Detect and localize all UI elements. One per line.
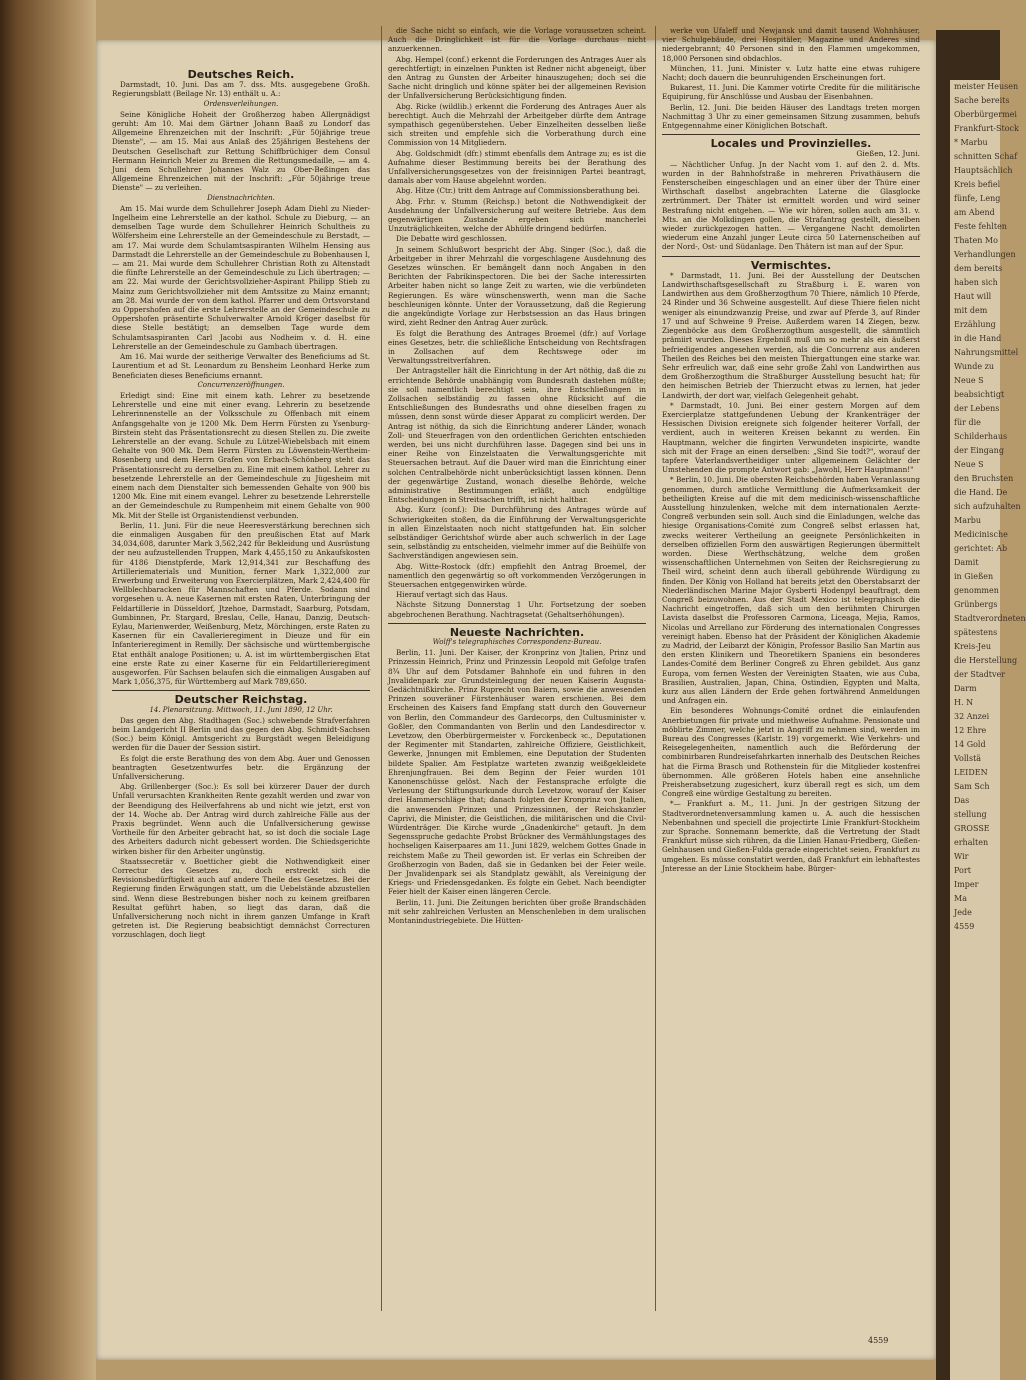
facing-page-fragment: haben sich — [954, 278, 998, 287]
facing-page-fragment: genommen — [954, 586, 999, 595]
article-paragraph: Jn seinem Schlußwort bespricht der Abg. Singer (Soc.), daß die Arbeitgeber in ihrer Mehrzahl die vorgeschlagene Ausdehnung des Gesetzes wünschen. Er bemängelt dann noch Angaben in den Berichten der Fabrikinspectoren. Die bei der Sache interessirten Arbeiter haben nicht so lange Zeit zu warten, wie die verbündeten Regierungen. Es wäre wünschenswerth, wenn man die Sache beschleunigen könnte. Unter der Voraussetzung, daß die Regierung die angekündigte Vorlage zur Herbstsession an das Haus bringen wird, zieht Redner den Antrag Auer zurück. — [388, 244, 646, 328]
facing-page-fragment: Wunde zu — [954, 362, 994, 371]
facing-page-fragment: 32 Anzei — [954, 712, 990, 721]
facing-page-fragment: GROSSE — [954, 824, 990, 833]
facing-page-fragment: der Stadtver — [954, 670, 1006, 679]
article-paragraph: Abg. Goldschmidt (dfr.) stimmt ebenfalls dem Antrage zu; es ist die Aufnahme dieser Bestimmung bereits bei der Berathung des Unfallversicherungsgesetzes von der freisinnigen Partei beantragt, damals aber vom Hause abgelehnt worden. — [388, 148, 646, 186]
facing-page-fragment: Darm — [954, 684, 977, 693]
article-paragraph: Am 16. Mai wurde der seitherige Verwalter des Beneficiums ad St. Laurentium et ad St. Leonardum zu Bensheim Leonhard Herke zum Beneficiaten dieses Beneficiums ernannt. — [112, 352, 370, 380]
facing-page-fragment: Ma — [954, 894, 967, 903]
facing-page-fragment: Neue S — [954, 376, 984, 385]
facing-page-fragment: 14 Gold — [954, 740, 986, 749]
facing-page-fragment: Erzählung — [954, 320, 996, 329]
facing-page-fragment: H. N — [954, 698, 974, 707]
facing-page-fragment: Verhandlungen — [954, 250, 1016, 259]
column-3 — [662, 26, 920, 1311]
article-paragraph: Abg. Frhr. v. Stumm (Reichsp.) betont die Nothwendigkeit der Ausdehnung der Unfallversicherung auf weitere Betriebe. Aus dem gegenwärtigen Zustande ergeben sich mancherlei Unzuträglichkeiten, welche der Abhülfe dringend bedürfen. — [388, 196, 646, 234]
section-rule — [662, 134, 920, 135]
facing-page-fragment: mit dem — [954, 306, 988, 315]
article-paragraph: Abg. Ricke (wildlib.) erkennt die Forderung des Antrages Auer als berechtigt. Auch die Mehrzahl der Arbeitgeber dürfte dem Antrage sympathisch gegenüberstehen. Ueber Einzelheiten desselben ließe sich streiten und empfehle sich die Vorberathung durch eine Commission von 14 Mitgliedern. — [388, 101, 646, 148]
article-paragraph: * Darmstadt, 11. Juni. Bei der Ausstellung der Deutschen Landwirthschaftsgesellschaft zu Straßburg i. E. waren von Landwirthen aus dem Großherzogthum 70 Thiere, nämlich 10 Pferde, 24 Rinder und 36 Schweine ausgestellt. Auf diese Thiere fielen nicht weniger als einundzwanzig Preise, und zwar auf Pferde 3, auf Rinder 17 und auf Schweine 9 Preise. Außerdem waren 14 Ziegen, bezw. Ziegenböcke aus dem Großherzogthum ausgestellt, die sämmtlich prämiirt wurden. Dieses Ergebniß muß um so mehr als ein äußerst befriedigendes angesehen werden, als die Concurrenz aus anderen Theilen des Reiches bei den meisten Thiergattungen eine starke war. Sehr erfreulich war, daß eine sehr große Zahl von Landwirthen aus dem Großherzogthum die Straßburger Ausstellung besucht hat; für den heimischen Betrieb der Thierzucht etwas zu lernen, hat jeder Landwirth, der dort war, vielfach Gelegenheit gehabt. — [662, 270, 920, 400]
facing-page-fragment: LEIDEN — [954, 768, 988, 777]
facing-page-fragment: Marbu — [954, 516, 982, 525]
article-paragraph: München, 11. Juni. Minister v. Lutz hatte eine etwas ruhigere Nacht; doch dauern die beunruhigenden Erscheinungen fort. — [662, 63, 920, 83]
facing-page-fragment: Frankfurt-Stock — [954, 124, 1019, 133]
column-divider — [655, 26, 656, 1311]
facing-page-fragment: fünfe, Leng — [954, 194, 1001, 203]
facing-page-fragment: gerichtet: Ab — [954, 544, 1008, 553]
article-paragraph: * Darmstadt, 10. Juni. Bei einer gestern Morgen auf dem Exercierplatze stattgefundenen Uebung der Krankenträger der Hessischen Division ereignete sich folgender heiterer Vorfall, der verdient, auch in weiteren Kreisen bekannt zu werden. Ein Hauptmann, welcher die fingirten Verwundeten inspicirte, wandte sich mit der Frage an einen derselben: „Sind Sie todt?", worauf der tapfere Vaterlandsvertheidiger unter allgemeinem Gelächter der Umstehenden die prompte Antwort gab: „Jawohl, Herr Hauptmann!" — [662, 400, 920, 475]
article-paragraph: Abg. Kurz (conf.): Die Durchführung des Antrages würde auf Schwierigkeiten stoßen, da die Einführung der Verwaltungsgerichte in allen Einzelstaaten noch nicht stattgefunden hat. Ein solcher selbständiger Gerichtshof würde aber auch schwerlich in der Lage sein, selbständig zu entscheiden, vielmehr immer auf die Beihülfe von Sachverständigen angewiesen sein. — [388, 505, 646, 561]
facing-page-fragment: Neue S — [954, 460, 984, 469]
article-paragraph: Die Debatte wird geschlossen. — [396, 234, 507, 244]
article-paragraph: Es folgt die Berathung des Antrages Broemel (dfr.) auf Vorlage eines Gesetzes, betr. die schließliche Entscheidung von Rechtsfragen in Zollsachen auf dem Rechtswege oder im Verwaltungsstreitverfahren. — [388, 328, 646, 366]
heading-locales: Locales und Provinzielles. — [710, 137, 872, 151]
section-rule — [662, 256, 920, 257]
facing-page-fragment: die Hand. De — [954, 488, 1008, 497]
facing-page-fragment: Nahrungsmittel — [954, 348, 1019, 357]
article-paragraph: Erledigt sind: Eine mit einem kath. Lehrer zu besetzende Lehrerstelle und eine mit einer evang. Lehrerin zu besetzende Lehrerinnenstelle an der Volksschule zu Offenbach mit einem Anfangsgehalte von je 1200 Mk. Dem Herrn Fürsten zu Ysenburg-Birstein steht das Präsentationsrecht zu diesen Stellen zu. Die zweite Lehrerstelle an der evang. Schule zu Lützel-Wiebelsbach mit einem Gehalte von 900 Mk. Dem Herrn Fürsten zu Löwenstein-Wertheim-Rosenberg und dem Herrn Grafen von Erbach-Schönberg steht das Präsentationsrecht zu derselben zu. Eine mit einem kathol. Lehrer zu besetzende Lehrerstelle an der Gemeindeschule zu Jügesheim mit einem nach dem Dienstalter sich bemessenden Gehalte von 900 bis 1200 Mk. Eine mit einem evangel. Lehrer zu besetzende Lehrerstelle an der Gemeindeschule zu Rumpenheim mit einem Gehalte von 900 Mk. Mit der Stelle ist Organistendienst verbunden. — [112, 390, 370, 520]
section-rule — [388, 623, 646, 624]
facing-page-fragment: in die Hand — [954, 334, 1002, 343]
section-label: Dienstnachrichten. — [207, 193, 275, 202]
facing-page-fragment: Jede — [954, 908, 972, 917]
article-paragraph: Es folgt die erste Berathung des von dem Abg. Auer und Genossen beantragten Gesetzentwurfes betr. die Ergänzung der Unfallversicherung. — [112, 753, 370, 782]
facing-page-fragment: * Marbu — [954, 138, 988, 147]
facing-page-fragment: Port — [954, 866, 971, 875]
dateline: Gießen, 12. Juni. — [856, 149, 920, 159]
article-paragraph: Berlin, 11. Juni. Der Kaiser, der Kronprinz von Jtalien, Prinz und Prinzessin Heinrich, Prinz und Prinzessin Leopold mit Gefolge trafen 8¾ Uhr auf dem Potsdamer Bahnhofe ein und fuhren in den Jnvalidenpark zur Grundsteinlegung der neuen Kaiserin Augusta-Gedächtnißkirche. Prinz Ruprecht von Baiern, sowie die anwesenden Prinzen souveräner Fürstenhäuser waren erschienen. Bei dem Erscheinen des Kaisers fand Empfang statt durch den Gouverneur von Berlin, den Commandeur des Gardecorps, den Cultusminister v. Goßler, den Commandanten von Berlin und den Landesdirector v. Levetzow, den Oberbürgermeister v. Forckenbeck ꝛc., Deputationen der Regimenter mit Standarten, zahlreiche Offiziere, Geistlichkeit, Gewerke, Jnnungen mit Emblemen, eine Deputation der Studenten bildete Spalier. Am Festplatze warteten zwanzig weißgekleidete Ehrenjungfrauen. Bei dem Beginn der Feier wurden 101 Kanonenschüsse gelöst. Nach der Festansprache erfolgte die Verlesung der Stiftungsurkunde durch Levetzow, worauf der Kaiser drei Hammerschläge that; danach folgten der Kronprinz von Jtalien, die anwesenden Prinzen und Prinzessinnen, der Reichskanzler Caprivi, die Minister, die Geistlichen, die militärischen und die Civil-Würdenträger. Die Kirche wurde „Gnadenkirche" getauft. Jn dem Segensspruche gedachte Probst Brückner des Vermählungstages des hochseligen Kaiserpaares am 11. Juni 1829, welchem Gottes Gnade in reichstem Maße zu Theil geworden ist. Er verlas ein Schreiben der Großherzogin von Baden, daß sie in Gedanken bei der Feier weile. Der Jnvalidenpark sei als Standplatz gewählt, als Vereinigung der Kriegs- und Friedensgedanken. Es folgte ein Gebet. Nach beendigter Feier hielt der Kaiser einen längeren Cercle. — [388, 648, 646, 897]
article-paragraph: Berlin, 11. Juni. Für die neue Heeresverstärkung berechnen sich die einmaligen Ausgaben für den preußischen Etat auf Mark 34,034,608, darunter Mark 3,562,242 für Bekleidung und Ausrüstung der neu aufzustellenden Truppen, Mark 4,455,150 zu Ankaufskosten für 4186 Dienstpferde, Mark 12,914,341 zur Beschaffung des Artilleriematerials und Munition, ferner Mark 1,322,000 zur Erwerbung und Erweiterung von Exercierplätzen, Mark 2,424,400 für Wellblechbaracken für Mannschaften und Pferde. Sodann sind vorgesehen u. A. neue Kasernen mit ersten Raten, Unterbringung der Feldartillerie in Düsseldorf, Jtzehoe, Darmstadt, Saarburg, Potsdam, Gumbinnen, Pr. Stargard, Breslau, Celle, Hanau, Danzig, Deutsch-Eylau, Marienwerder, Weißenburg, Metz, Mörchingen, erste Raten zu Kasernen für ein Cavallerieregiment in Dieuze und für ein Infanterieregiment in Remilly. Der sächsische und württembergische Etat enthält analoge Positionen; u. A. ist im württembergischen Etat eine erste Rate zu einer Kaserne für ein Feldartillerieregiment ausgeworfen. Für Sachsen belaufen sich die einmaligen Ausgaben auf Mark 1,056,375, für Württemberg auf Mark 789,650. — [112, 520, 370, 687]
facing-page-fragment: die Herstellung — [954, 656, 1018, 665]
facing-page-fragment: der Lebens — [954, 404, 1000, 413]
heading-neueste-nachrichten: Neueste Nachrichten. — [449, 625, 585, 639]
article-paragraph: Darmstadt, 10. Juni. Das am 7. dss. Mts. ausgegebene Großh. Regierungsblatt (Beilage Nr. 13) enthält u. A.: — [112, 80, 370, 99]
facing-page-fragment: meister Heusen — [954, 82, 1019, 91]
facing-page-fragment: Oberbürgermei — [954, 110, 1017, 119]
facing-page-fragment: erhalten — [954, 838, 989, 847]
facing-page-fragment: den Bruchsten — [954, 474, 1014, 483]
article-paragraph: werke von Ufaleff und Newjansk und damit tausend Wohnhäuser, vier Schulgebäude, drei Hospitäler, Magazine und Anderes sind niedergebrannt; 40 Personen sind in den Flammen umgekommen, 18,000 Personen sind obdachlos. — [662, 26, 920, 63]
column-2 — [388, 26, 646, 1311]
book-spine — [0, 0, 96, 1380]
facing-page-fragment: beabsichtigt — [954, 390, 1005, 399]
facing-page-fragment: Damit — [954, 558, 979, 567]
facing-page-fragment: der Eingang — [954, 446, 1004, 455]
facing-page-fragment: Vollstä — [954, 754, 982, 763]
facing-page-fragment: Imper — [954, 880, 979, 889]
facing-page-fragment: am Abend — [954, 208, 995, 217]
article-paragraph: Bukarest, 11. Juni. Die Kammer votirte Credite für die militärische Equipirung, für Anschlüsse und Ausbau der Eisenbahnen. — [662, 83, 920, 102]
wire-service-line: Wolff's telegraphisches Correspondenz-Bureau. — [432, 638, 602, 646]
article-paragraph: Am 15. Mai wurde dem Schullehrer Joseph Adam Diehl zu Nieder-Ingelheim eine Lehrerstelle an der kathol. Schule zu Dieburg, — an demselben Tage wurde dem Schullehrer Heinrich Schultheis zu Wölfersheim eine Lehrerstelle an der Gemeindeschule zu Berstadt, — am 17. Mai wurde dem Schulamtsaspiranten Wilhelm Hensing aus Darmstadt die Lehrerstelle an der Gemeindeschule zu Bobenhausen I, — am 21. Mai wurde dem Schullehrer Christian Roth zu Altenstadt die fünfte Lehrerstelle an der Gemeindeschule zu Lich übertragen; — am 22. Mai wurde der Gerichtsvollzieher-Aspirant Philipp Stieb zu Mainz zum Gerichtsvollzieher mit dem Amtssitze zu Mainz ernannt; am 28. Mai wurde der von dem kathol. Pfarrer und dem Ortsvorstand zu Oppershofen auf die erste Lehrerstelle an der Gemeindeschule zu Oppershofen präsentirte Schulverwalter Arnold Kröger daselbst für diese Stelle bestätigt; an demselben Tage wurde dem Schulamtsaspiranten Carl Jacobi aus Nodheim v. d. H. eine Lehrerstelle an der Gemeindeschule zu Gambach übertragen. — [112, 203, 370, 351]
heading-reichstag: Deutscher Reichstag. — [174, 693, 308, 707]
facing-page-fragment: Wir — [954, 852, 969, 861]
facing-page-fragment: Sache bereits — [954, 96, 1010, 105]
session-line: 14. Plenarsitzung. Mittwoch, 11. Juni 1890, 12 Uhr. — [149, 705, 333, 714]
facing-page-fragment: spätestens — [954, 628, 998, 637]
article-paragraph: Der Antragsteller hält die Einrichtung in der Art nöthig, daß die zu errichtende Behörde unabhängig vom Bundesrath dastehen müßte; sie soll namentlich berechtigt sein, ihre Entschließungen in Zollsachen selbständig zu fassen ohne Rücksicht auf die Entschließungen des Bundesraths und ohne dieselben fragen zu müssen, denn sonst würde dieser Apparat zu complicirt werden. Der Antrag ist nöthig, da sich die Einrichtung anderer Länder, wonach Zoll- und Steuerfragen von den ordentlichen Gerichten entschieden werden, bei uns nicht durchführen lasse. Dagegen sind bei uns in einer Reihe von Einzelstaaten die Verwaltungsgerichte mit Steuersachen betraut. Auf die Dauer wird man die Einrichtung einer solchen Centralbehörde nicht unberücksichtigt lassen können. Denn der gegenwärtige Zustand, wonach dieselbe Behörde, welche administrative Bestimmungen erläßt, auch endgültige Entscheidungen in Streitsachen trifft, ist nicht haltbar. — [388, 366, 646, 505]
facing-page-sliver — [950, 80, 1026, 1380]
article-paragraph: Seine Königliche Hoheit der Großherzog haben Allergnädigst geruht: Am 10. Mai dem Gärtner Johann Baaß zu Londorf das Allgemeine Ehrenzeichen mit der Inschrift: „Für 50jährige treue Dienste", — am 15. Mai aus Anlaß des 25jährigen Bestehens der Deutschen Gesellschaft zur Rettung Schiffbrüchiger dem Consul Hermann Heinrich Meier zu Bremen die Rettungsmedaille, — am 4. Juni dem Schullehrer Johannes Walz zu Ober-Beßingen das Allgemeine Ehrenzeichen mit der Inschrift: „Für 50jährige treue Dienste" — zu verleihen. — [112, 109, 370, 193]
column-1 — [112, 70, 370, 1285]
facing-page-fragment: 4559 — [954, 922, 975, 931]
article-paragraph: Staatssecretär v. Boetticher giebt die Nothwendigkeit einer Correctur des Gesetzes zu, doch erstreckt sich die Revisionsbedürftigkeit auch auf andere Theile des Gesetzes. Bei der Regierung finden Erwägungen statt, um die Uebelstände abzustellen sind. Wenn diese Bestrebungen bisher noch zu keinem greifbaren Resultat geführt haben, so liegt das daran, daß die Unfallversicherung noch nicht in ihrem ganzen Umfange in Kraft getreten ist. Die Regierung beabsichtigt demnächst Correcturen vorzuschlagen, doch liegt — [112, 856, 370, 940]
facing-page-fragment: dem bereits — [954, 264, 1003, 273]
article-paragraph: Ein besonderes Wohnungs-Comité ordnet die einlaufenden Anerbietungen für private und miethweise Aufnahme. Pensionate und möblirte Zimmer, welche jetzt in Angriff zu nehmen sind, werden im Bureau des Congresses (Karlstr. 19) vorgemerkt. Wie Verkehrs- und Reisegelegenheiten, namentlich auch die Beförderung der combinirbaren Rundreisefahrkarten innerhalb des Deutschen Reiches hat die Firma Brasch und Rothenstein für die Mitglieder kostenfrei übernommen. Alle größeren Hotels haben eine ansehnliche Preisherabsetzung zugesichert, kurz überall regt es sich, um dem Congreß eine würdige Gestaltung zu bereiten. — [662, 706, 920, 799]
article-paragraph: Abg. Witte-Rostock (dfr.) empfiehlt den Antrag Broemel, der namentlich den gegenwärtig so oft vorkommenden Verzögerungen in Steuersachen entgegenwirken würde. — [388, 561, 646, 589]
article-paragraph: Berlin, 12. Juni. Die beiden Häuser des Landtags treten morgen Nachmittag 3 Uhr zu einer gemeinsamen Sitzung zusammen, behufs Entgegennahme einer Königlichen Botschaft. — [662, 102, 920, 131]
section-label: Concurrenzeröffnungen. — [197, 380, 285, 389]
facing-page-fragment: für die — [954, 418, 981, 427]
article-paragraph: — Nächtlicher Unfug. Jn der Nacht vom 1. auf den 2. d. Mts. wurden in der Bahnhofstraße in mehreren Privathäusern die Fensterscheiben eingeschlagen und an einer über der Thüre einer Wirthschaft daselbst angebrachten Laterne die Glasglocke zertrümmert. Der Thäter ist ermittelt worden und wird seiner Bestrafung nicht entgehen. — Wie wir hören, sollen auch am 31. v. Mts. an die Molkdingen gollen, die Strafantrag gestellt, dieselben wieder zurückgezogen hatten. — Vergangene Nacht demolirten wiederum eine Anzahl junger Leute circa 50 Laternenscheiben auf der Nord-, Ost- und Südanlage. Den Thätern ist man auf der Spur. — [662, 159, 920, 252]
article-paragraph: Abg. Grillenberger (Soc.): Es soll bei kürzerer Dauer der durch Unfall verursachten Krankheiten Rente gezahlt werden und zwar von der Beendigung des Heilverfahrens ab und nicht wie jetzt, erst von der 14. Woche ab. Der Antrag wird durch zahlreiche Fälle aus der Praxis begründet. Wenn auch die Unfallversicherung gewisse Vortheile für den Arbeiter gebracht hat, so ist doch die sociale Lage des Arbeiters dadurch nicht gebessert worden. Die Schiedsgerichte wirken bisher für den Arbeiter ungünstig. — [112, 782, 370, 856]
facing-page-fragment: Stadtverordneten — [954, 614, 1026, 623]
article-paragraph: Das gegen den Abg. Stadthagen (Soc.) schwebende Strafverfahren beim Landgericht II Berlin und das gegen den Abg. Schmidt-Sachsen (Soc.) beim Königl. Amtsgericht zu Burgstädt wegen Beleidigung werden für die Dauer der Session sistirt. — [112, 715, 370, 753]
facing-page-fragment: Feste fehlten — [954, 222, 1007, 231]
article-paragraph: die Sache nicht so einfach, wie die Vorlage voraussetzen scheint. Auch die Dringlichkeit ist für die Vorlage durchaus nicht anzuerkennen. — [388, 26, 646, 54]
facing-page-fragment: sich aufzuhalten — [954, 502, 1021, 511]
article-paragraph: Hierauf vertagt sich das Haus. — [396, 590, 508, 600]
article-paragraph: Abg. Hitze (Ctr.) tritt dem Antrage auf Commissionsberathung bei. — [396, 186, 640, 196]
article-paragraph: Berlin, 11. Juni. Die Zeitungen berichten über große Brandschäden mit sehr zahlreichen Verlusten an Menschenleben in dem uralischen Montanindustriegebiete. Die Hütten- — [388, 897, 646, 926]
article-paragraph: Abg. Hempel (conf.) erkennt die Forderungen des Antrages Auer als gerechtfertigt; in einzelnen Punkten ist Redner nicht abgeneigt, über den Antrag zu Gunsten der Arbeiter hinauszugehen; doch sei die Sache nicht dringlich und könne später bei der allgemeinen Revision der Unfallversicherung Berücksichtigung finden. — [388, 54, 646, 101]
facing-page-fragment: Kreis befiel — [954, 180, 1001, 189]
article-paragraph: * Berlin, 10. Juni. Die obersten Reichsbehörden haben Veranlassung genommen, durch amtliche Vermittlung die Aufmerksamkeit der betheiligten Kreise auf die mit dem medicinisch-wissenschaftliche Ausstellung hinzulenken, welche mit dem internationalen Aerzte-Congreß verbunden sein soll. Auch sind die Einladungen, welche das hiesige Organisations-Comité zum Congreß selbst erlassen hat, zwecks weiterer Vertheilung an geeignete Persönlichkeiten in derselben offiziellen Form den auswärtigen Regierungen übermittelt worden. Diese Werthschätzung, welche dem großen wissenschaftlichen Unternehmen von Seiten der Reichsregierung zu Theil wird, scheint denn auch überall gebührende Würdigung zu finden. Der König von Holland hat bereits jetzt den Oberstabsarzt der Niederländischen Marine Major Gysberti Hodenpyl beauftragt, dem Congreß beizuwohnen. Aus der Stadt Mexico ist telegraphisch die Nachricht eingetroffen, daß sich um den berühmten Chirurgen Lavista daselbst die Professoren Carmona, Liceaga, Mejia, Ramos, Nicolas und Arrellano zur Förderung des internationalen Congresses vereinigt haben. Ebenso hat der Präsident der Königlichen Akademie zu Madrid, der Leibarzt der Königin, Professor Basilio San Martin aus den ersten Klinikern und Theoretikern Spaniens ein besonderes Landes-Comité dem Berliner Congreß zu Ehren gebildet. Aus ganz Europa, vom fernen Westen der Vereinigten Staaten, wie aus Cuba, Brasilien, Australien, Japan, China, Ostindien, Egypten und Malta, kurz aus allen Ländern der Erde gehen fortwährend Anmeldungen und Anfragen ein. — [662, 475, 920, 706]
article-paragraph: Nächste Sitzung Donnerstag 1 Uhr. Fortsetzung der soeben abgebrochenen Berathung. Nachtragsetat (Gehaltserhöhungen). — [388, 600, 646, 619]
heading-deutsches-reich: Deutsches Reich. — [187, 68, 295, 81]
heading-vermischtes: Vermischtes. — [750, 258, 832, 272]
facing-page-fragment: stellung — [954, 810, 987, 819]
column-divider — [381, 26, 382, 1311]
section-rule — [112, 690, 370, 691]
facing-page-fragment: Das — [954, 796, 970, 805]
facing-page-fragment: Haut will — [954, 292, 992, 301]
facing-page-fragment: Grünbergs — [954, 600, 998, 609]
facing-page-fragment: schnitten Schaf — [954, 152, 1018, 161]
page-number: 4559 — [868, 1336, 889, 1345]
facing-page-fragment: Medicinische — [954, 530, 1008, 539]
facing-page-fragment: in Gießen — [954, 572, 994, 581]
article-paragraph: *— Frankfurt a. M., 11. Juni. Jn der gestrigen Sitzung der Stadtverordnetenversammlung kamen u. A. auch die hessischen Nebenbahnen und speciell die projectirte Linie Frankfurt-Stockheim zur Sprache. Sonnemann bemerkte, daß die Vertretung der Stadt Frankfurt müsse sich rühren, da die Linien Hanau-Friedberg, Gießen-Gelnhausen und Gießen-Fulda gerade eingerichtet seien, Frankfurt zu umgehen. Es müsse constatirt werden, daß Frankfurt ein lebhaftestes Jnteresse an der Linie Stockheim habe. Bürger- — [662, 799, 920, 873]
facing-page-fragment: Hauptsächlich — [954, 166, 1013, 175]
facing-page-fragment: Thaten Mo — [954, 236, 998, 245]
facing-page-fragment: Sam Sch — [954, 782, 990, 791]
facing-page-fragment: Kreis-Jeu — [954, 642, 991, 651]
section-label: Ordensverleihungen. — [203, 99, 279, 108]
facing-page-fragment: 12 Ehre — [954, 726, 987, 735]
facing-page-fragment: Schilderhaus — [954, 432, 1008, 441]
